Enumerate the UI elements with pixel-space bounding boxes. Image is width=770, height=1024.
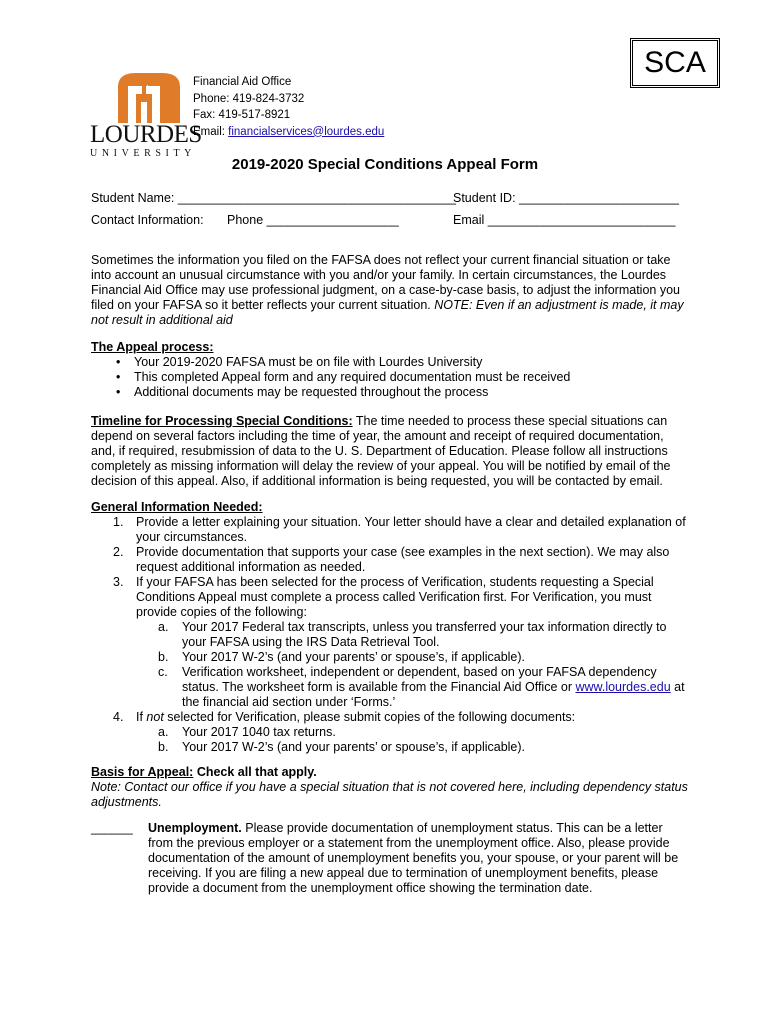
phone-field[interactable]: Phone ___________________ bbox=[227, 213, 399, 227]
basis-note: Note: Contact our office if you have a special situation that is not covered here, including dependency status adjustments. bbox=[91, 780, 688, 809]
student-id-field[interactable]: Student ID: _______________________ bbox=[453, 191, 679, 205]
unemployment-paragraph bbox=[148, 821, 683, 896]
appeal-process-section bbox=[91, 340, 691, 400]
office-email-link[interactable]: financialservices@lourdes.edu bbox=[228, 125, 385, 138]
student-name-field[interactable]: Student Name: ________________________________________ bbox=[91, 191, 456, 205]
appeal-process-list bbox=[91, 355, 691, 400]
appeal-process-heading: The Appeal process: bbox=[91, 340, 214, 354]
non-verification-sublist bbox=[136, 725, 691, 755]
sca-badge-text: SCA bbox=[644, 46, 706, 79]
unemployment-checkbox-blank[interactable]: ______ bbox=[91, 821, 133, 835]
list-item: 2. Provide documentation that supports your case (see examples in the next section). We may also request additional information as needed. bbox=[113, 545, 670, 574]
timeline-text: The time needed to process these special situations can depend on several factors including the time of year, the amount and receipt of required documentation, and, if required, resubmission of data to the U. S. Department of Education. Please follow all instructions completely as missing information will delay the review of your appeal. You will be notified by email of the decision of this appeal. Also, if additional information is being requested, you will be contacted by email. bbox=[91, 414, 671, 488]
office-fax: Fax: 419-517-8921 bbox=[193, 109, 291, 121]
general-info-list bbox=[91, 515, 691, 755]
general-info-section bbox=[91, 500, 691, 755]
list-item: • Additional documents may be requested throughout the process bbox=[134, 385, 691, 400]
office-name: Financial Aid Office bbox=[193, 76, 292, 88]
lourdes-website-link[interactable]: www.lourdes.edu bbox=[575, 680, 671, 694]
unemployment-text: Please provide documentation of unemployment status. This can be a letter from the previous employer or a statement from the unemployment office. Also, please provide documentation of the amount of unemployment benefits you, your spouse, or your parent will be receiving. If you are filing a new appeal due to termination of unemployment benefits, please provide a document from the unemployment office showing the termination date. bbox=[148, 821, 679, 895]
office-email-line bbox=[193, 124, 384, 141]
unemployment-label: Unemployment. bbox=[148, 821, 242, 835]
list-item: • This completed Appeal form and any required documentation must be received bbox=[134, 370, 691, 385]
basis-heading-line bbox=[91, 765, 691, 780]
list-item: b. Your 2017 W-2’s (and your parents’ or spouse’s, if applicable). bbox=[158, 650, 526, 664]
office-phone: Phone: 419-824-3732 bbox=[193, 92, 305, 105]
logo-wordmark: LOURDES bbox=[90, 121, 202, 148]
list-item: a. Your 2017 1040 tax returns. bbox=[158, 725, 336, 739]
form-title: 2019-2020 Special Conditions Appeal Form bbox=[231, 156, 539, 173]
basis-section bbox=[91, 765, 691, 810]
timeline-paragraph bbox=[91, 414, 691, 489]
intro-text: Sometimes the information you filed on the FAFSA does not reflect your current financial situation or take into account an unusual circumstance with you and/or your family. In certain circumstances, the Lourdes Financial Aid Office may use professional judgment, on a case-by-case basis, to adjust the information you filed on your FAFSA so it better reflects your current situation. bbox=[91, 253, 680, 312]
office-email-label: Email: bbox=[193, 125, 229, 138]
list-item: 4. If not selected for Verification, please submit copies of the following documents: a. Your 2017 1040 tax returns. b. Your 2017 W-2’s (and your parents’ or spouse’s, if applicable). bbox=[91, 710, 691, 755]
logo-subtitle: UNIVERSITY bbox=[90, 148, 196, 159]
office-contact-block bbox=[193, 74, 384, 140]
list-item: • Your 2019-2020 FAFSA must be on file with Lourdes University bbox=[134, 355, 691, 370]
general-info-heading: General Information Needed: bbox=[91, 500, 263, 514]
list-item: 3. If your FAFSA has been selected for the process of Verification, students requesting a Special Conditions Appeal must complete a process called Verification first. For Verification, you must provide copies of the following: a. Your 2017 Federal tax transcripts, unless you transferred your tax information directly to your FAFSA using the IRS Data Retrieval Tool. b. Your 2017 W-2’s (and your parents’ or spouse’s, if applicable). c. Verification worksheet, independent or dependent, based on your FAFSA dependency status. The worksheet form is available from the Financial Aid Office or www.lourdes.edu at the financial aid section under ‘Forms.’ bbox=[91, 575, 691, 710]
timeline-heading: Timeline for Processing Special Conditions: bbox=[91, 414, 353, 428]
list-item: c. Verification worksheet, independent or dependent, based on your FAFSA dependency status. The worksheet form is available from the Financial Aid Office or www.lourdes.edu at the financial aid section under ‘Forms.’ bbox=[158, 665, 685, 709]
intro-paragraph bbox=[91, 253, 691, 328]
list-item: 1. Provide a letter explaining your situation. Your letter should have a clear and detailed explanation of your circumstances. bbox=[113, 515, 686, 544]
list-item: a. Your 2017 Federal tax transcripts, unless you transferred your tax information directly to your FAFSA using the IRS Data Retrieval Tool. bbox=[158, 620, 667, 649]
verification-sublist bbox=[136, 620, 691, 710]
sca-badge bbox=[630, 38, 720, 88]
basis-heading: Basis for Appeal: bbox=[91, 765, 194, 779]
intro-note: NOTE: Even if an adjustment is made, it may not result in additional aid bbox=[91, 298, 684, 327]
email-field[interactable]: Email ___________________________ bbox=[453, 213, 676, 227]
list-item: b. Your 2017 W-2’s (and your parents’ or spouse’s, if applicable). bbox=[158, 740, 526, 754]
contact-information-label: Contact Information: bbox=[91, 213, 204, 227]
basis-heading-rest: Check all that apply. bbox=[193, 765, 317, 779]
